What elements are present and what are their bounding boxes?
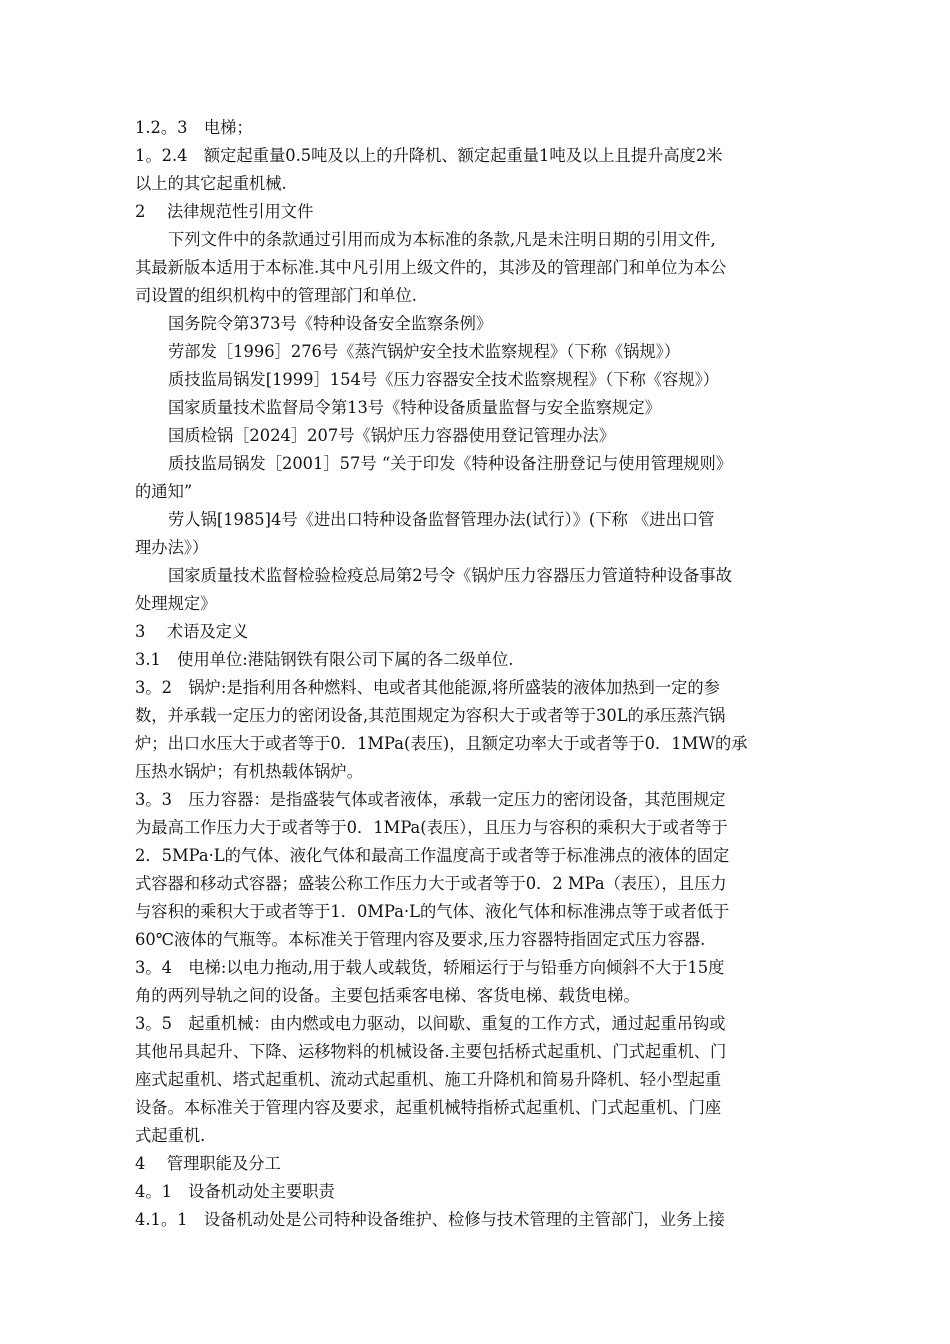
text-line: 质技监局锅发［2001］57号 “关于印发《特种设备注册登记与使用管理规则》 — [168, 454, 733, 473]
text-line: 3.1 使用单位:港陆钢铁有限公司下属的各二级单位. — [135, 650, 514, 669]
text-line: 数，并承载一定压力的密闭设备,其范围规定为容积大于或者等于30L的承压蒸汽锅 — [135, 706, 726, 725]
text-line: 处理规定》 — [135, 594, 217, 613]
text-line: 质技监局锅发[1999］154号《压力容器安全技术监察规程》（下称《容规》） — [168, 370, 720, 389]
text-line: 下列文件中的条款通过引用而成为本标准的条款,凡是未注明日期的引用文件, — [168, 230, 716, 249]
text-line: 以上的其它起重机械. — [135, 174, 287, 193]
text-line: 3。5 起重机械：由内燃或电力驱动，以间歇、重复的工作方式，通过起重吊钩或 — [135, 1014, 726, 1033]
text-line: 2．5MPa·L的气体、液化气体和最高工作温度高于或者等于标准沸点的液体的固定 — [135, 846, 730, 865]
text-line: 座式起重机、塔式起重机、流动式起重机、施工升降机和简易升降机、轻小型起重 — [135, 1070, 722, 1089]
text-line: 国家质量技术监督检验检疫总局第2号令《锅炉压力容器压力管道特种设备事故 — [168, 566, 732, 585]
text-line: 的通知” — [135, 482, 193, 501]
text-line: 60℃液体的气瓶等。本标准关于管理内容及要求,压力容器特指固定式压力容器. — [135, 930, 706, 949]
text-line: 3。2 锅炉:是指利用各种燃料、电或者其他能源,将所盛装的液体加热到一定的参 — [135, 678, 720, 697]
text-line: 角的两列导轨之间的设备。主要包括乘客电梯、客货电梯、载货电梯。 — [135, 986, 640, 1005]
text-line: 司设置的组织机构中的管理部门和单位. — [135, 286, 417, 305]
text-line: 炉；出口水压大于或者等于0．1MPa(表压)，且额定功率大于或者等于0．1MW的承 — [135, 734, 748, 753]
text-line: 式容器和移动式容器；盛装公称工作压力大于或者等于0．2 MPa（表压），且压力 — [135, 874, 727, 893]
text-line: 为最高工作压力大于或者等于0．1MPa(表压），且压力与容积的乘积大于或者等于 — [135, 818, 728, 837]
text-line: 其最新版本适用于本标准.其中凡引用上级文件的，其涉及的管理部门和单位为本公 — [135, 258, 727, 277]
text-line: 理办法》） — [135, 538, 209, 557]
text-line: 4 管理职能及分工 — [135, 1154, 281, 1173]
text-line: 设备。本标准关于管理内容及要求，起重机械特指桥式起重机、门式起重机、门座 — [135, 1098, 722, 1117]
text-line: 其他吊具起升、下降、运移物料的机械设备.主要包括桥式起重机、门式起重机、门 — [135, 1042, 727, 1061]
text-line: 3。4 电梯:以电力拖动,用于载人或载货，轿厢运行于与铅垂方向倾斜不大于15度 — [135, 958, 725, 977]
text-line: 4。1 设备机动处主要职责 — [135, 1182, 335, 1201]
text-line: 2 法律规范性引用文件 — [135, 202, 314, 221]
text-line: 劳人锅[1985]4号《进出口特种设备监督管理办法(试行）》(下称 《进出口管 — [168, 510, 715, 529]
document-body — [135, 114, 825, 1234]
text-line: 3。3 压力容器：是指盛装气体或者液体，承载一定压力的密闭设备，其范围规定 — [135, 790, 726, 809]
text-line: 国务院令第373号《特种设备安全监察条例》 — [168, 314, 493, 333]
text-line: 3 术语及定义 — [135, 622, 249, 641]
text-line: 1。2.4 额定起重量0.5吨及以上的升降机、额定起重量1吨及以上且提升高度2米 — [135, 146, 723, 165]
text-line: 劳部发［1996］276号《蒸汽锅炉安全技术监察规程》（下称《锅规》） — [168, 342, 681, 361]
text-line: 国质检锅［2024］207号《锅炉压力容器使用登记管理办法》 — [168, 426, 615, 445]
text-line: 压热水锅炉；有机热载体锅炉。 — [135, 762, 363, 781]
text-line: 式起重机. — [135, 1126, 206, 1145]
text-line: 4.1。1 设备机动处是公司特种设备维护、检修与技术管理的主管部门，业务上接 — [135, 1210, 725, 1229]
text-line: 与容积的乘积大于或者等于1．0MPa·L的气体、液化气体和标准沸点等于或者低于 — [135, 902, 730, 921]
text-line: 国家质量技术监督局令第13号《特种设备质量监督与安全监察规定》 — [168, 398, 661, 417]
text-line: 1.2。3 电梯； — [135, 118, 253, 137]
